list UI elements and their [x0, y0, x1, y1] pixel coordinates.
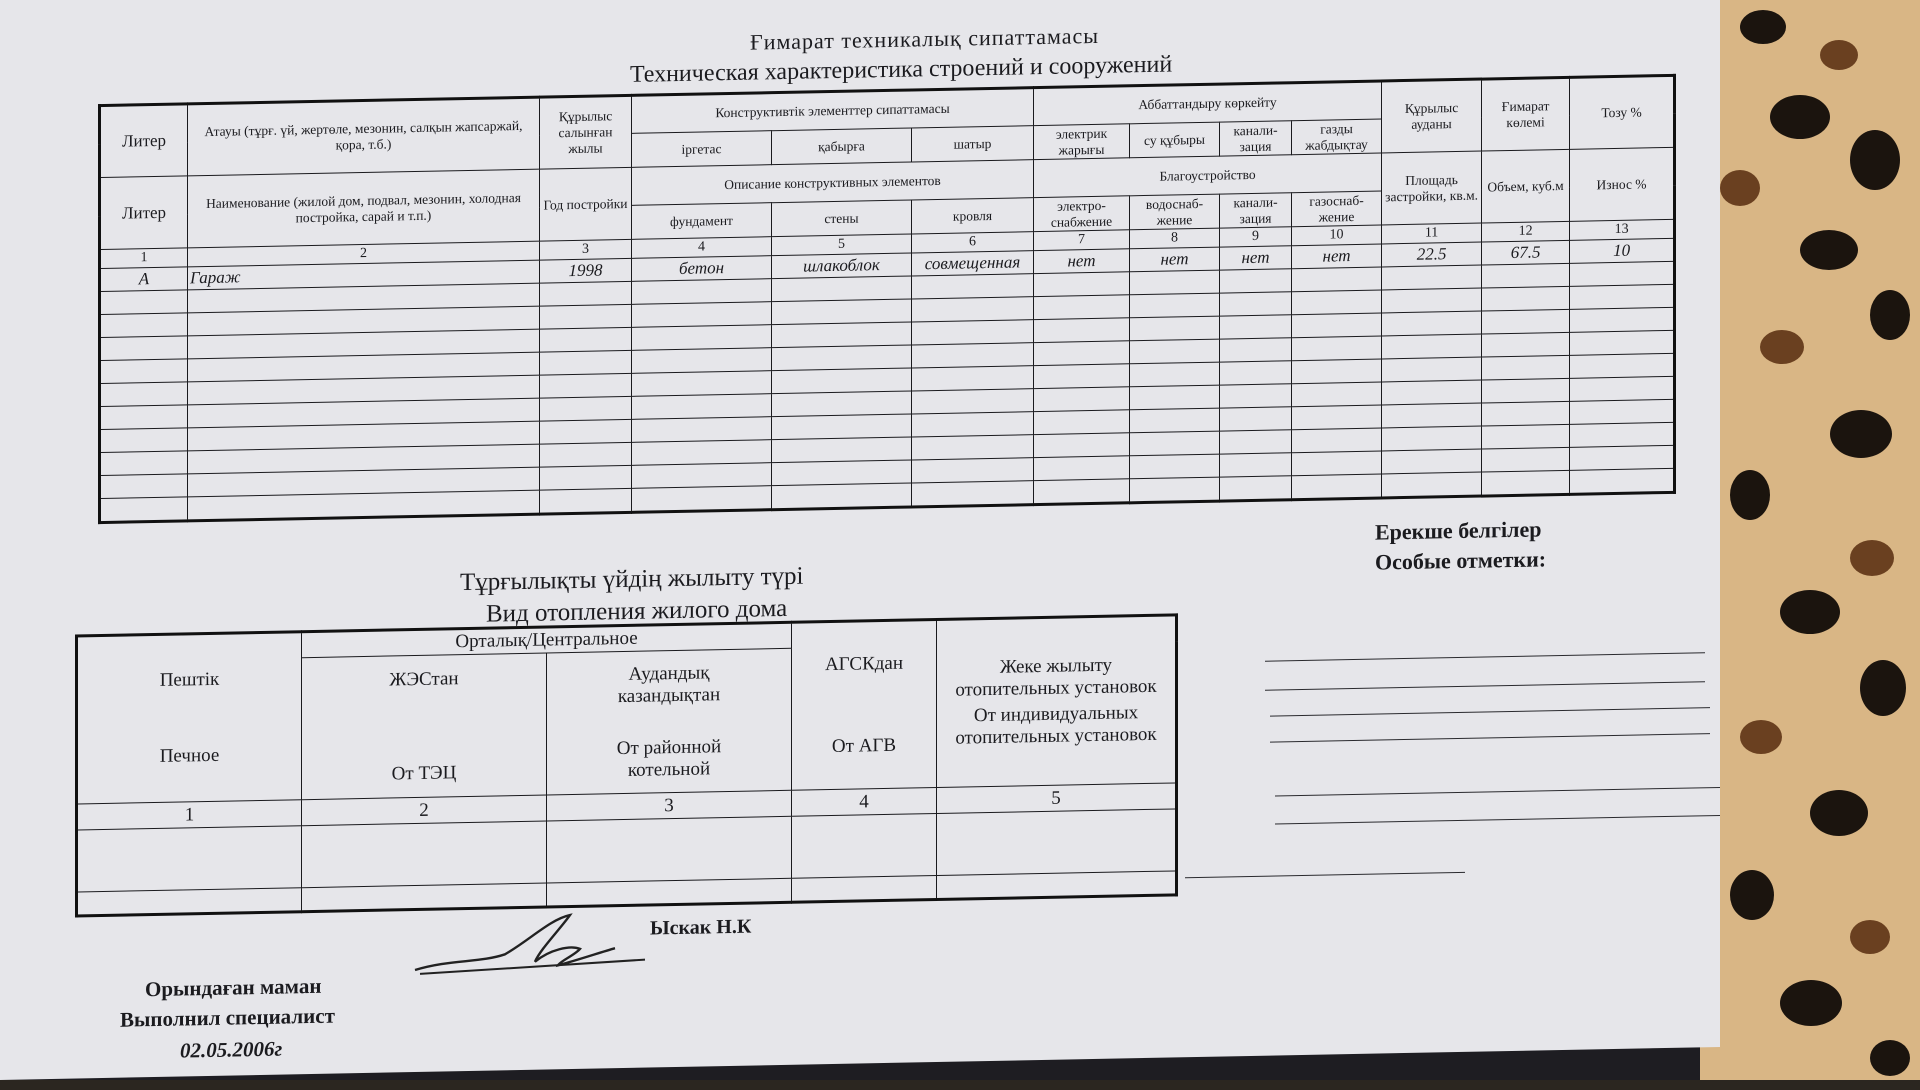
- cell-roof: совмещенная: [912, 251, 1034, 276]
- notes-line: [1265, 652, 1705, 661]
- header-foundation-ru: фундамент: [632, 203, 772, 240]
- header-walls-kz: қабырға: [772, 128, 912, 165]
- header-walls-ru: стены: [772, 200, 912, 237]
- notes-line: [1185, 872, 1465, 878]
- technical-characteristics-table: [98, 74, 1676, 524]
- cell-electric: нет: [1034, 249, 1130, 274]
- cell-wear: 10: [1570, 238, 1675, 263]
- col-number: 2: [188, 241, 540, 267]
- col-number: 4: [792, 788, 937, 817]
- col-number: 3: [540, 239, 632, 260]
- header-volume-kz: Ғимарат көлемі: [1482, 77, 1570, 151]
- cell-gas: нет: [1292, 244, 1382, 269]
- heating-agv-kz: АГСКдан: [824, 652, 904, 676]
- col-number: 13: [1570, 219, 1675, 240]
- cell-name: Гараж: [188, 260, 540, 290]
- col-number: 12: [1482, 221, 1570, 242]
- col-number: 8: [1130, 228, 1220, 249]
- heating-individual-cell: [937, 615, 1177, 788]
- col-number: 4: [632, 237, 772, 259]
- header-electric-kz: электрик жарығы: [1034, 124, 1130, 160]
- heating-tec-cell: [302, 653, 547, 800]
- header-wear-ru: Износ %: [1570, 147, 1675, 221]
- header-volume-ru: Объем, куб.м: [1482, 149, 1570, 223]
- document-date: 02.05.2006г: [180, 1036, 283, 1063]
- header-improvement-ru: Благоустройство: [1034, 153, 1382, 198]
- cell-liter: А: [100, 267, 188, 292]
- col-number: 10: [1292, 225, 1382, 246]
- notes-line: [1275, 815, 1720, 825]
- col-number: 2: [302, 795, 547, 826]
- heating-stove-kz: Пештік: [159, 668, 220, 691]
- cell-walls: шлакоблок: [772, 253, 912, 279]
- heating-tec-ru: От ТЭЦ: [391, 761, 457, 784]
- header-electric-ru: электро- снабжение: [1034, 196, 1130, 232]
- header-sewer-ru: канали- зация: [1220, 193, 1292, 228]
- header-name-ru: Наименование (жилой дом, подвал, мезонин, холодная постройка, сарай и т.п.): [188, 169, 540, 248]
- leopard-fabric-backdrop: [1700, 0, 1920, 1080]
- col-number: 5: [937, 783, 1177, 814]
- header-gas-kz: газды жабдықтау: [1292, 119, 1382, 155]
- header-area-ru: Площадь застройки, кв.м.: [1382, 151, 1482, 225]
- col-number: 3: [547, 790, 792, 821]
- header-liter-ru: Литер: [100, 176, 188, 250]
- col-number: 7: [1034, 230, 1130, 251]
- notes-line: [1265, 681, 1705, 690]
- signer-name: Ыскак Н.К: [650, 915, 752, 940]
- heating-individual-kz: Жеке жылыту отопительных установок: [955, 654, 1157, 701]
- heating-tec-kz: ЖЭСтан: [389, 667, 459, 691]
- heating-stove-ru: Печное: [159, 744, 220, 767]
- notes-line: [1275, 787, 1720, 797]
- header-year-kz: Құрылыс салынған жылы: [540, 95, 632, 169]
- heating-title-russian: Вид отопления жилого дома: [486, 594, 788, 628]
- heating-agv-ru: От АГВ: [831, 734, 897, 758]
- signature-mark: [410, 908, 650, 983]
- header-wear-kz: Тозу %: [1570, 75, 1675, 149]
- heating-boiler-kz: Аудандық казандықтан: [617, 661, 721, 707]
- header-constructive-ru: Описание конструктивных элементов: [632, 160, 1034, 206]
- header-name-kz: Атауы (тұрғ. үй, жертөле, мезонин, салқын жапсаржай, қора, т.б.): [188, 97, 540, 176]
- header-water-kz: су құбыры: [1130, 122, 1220, 158]
- cell-sewer: нет: [1220, 246, 1292, 270]
- header-sewer-kz: канали- зация: [1220, 121, 1292, 156]
- header-improvement-kz: Аббаттандыру көркейту: [1034, 81, 1382, 126]
- col-number: 1: [100, 248, 188, 269]
- heating-stove-cell: [77, 632, 302, 804]
- header-year-ru: Год постройки: [540, 167, 632, 241]
- heating-boiler-ru: От районной котельной: [616, 735, 722, 781]
- header-area-kz: Құрылыс ауданы: [1382, 79, 1482, 153]
- special-notes-russian: Особые отметки:: [1375, 546, 1547, 575]
- col-number: 11: [1382, 223, 1482, 244]
- header-roof-ru: кровля: [912, 198, 1034, 234]
- header-gas-ru: газоснаб- жение: [1292, 191, 1382, 227]
- cell-area: 22.5: [1382, 242, 1482, 267]
- header-foundation-kz: іргетас: [632, 131, 772, 168]
- heating-agv-cell: [792, 620, 937, 791]
- title-russian: Техническая характеристика строений и сооружений: [630, 51, 1173, 88]
- heating-type-table: [75, 613, 1178, 917]
- performed-by-kazakh: Орындаған маман: [145, 973, 322, 1002]
- header-water-ru: водоснаб- жение: [1130, 194, 1220, 230]
- col-number: 6: [912, 232, 1034, 253]
- header-liter-kz: Литер: [100, 104, 188, 178]
- performed-by-russian: Выполнил специалист: [120, 1003, 335, 1032]
- special-notes-kazakh: Ерекше белгілер: [1375, 516, 1542, 545]
- header-roof-kz: шатыр: [912, 126, 1034, 162]
- title-kazakh: Ғимарат техникалық сипаттамасы: [750, 22, 1100, 55]
- heating-boiler-cell: [547, 648, 792, 795]
- col-number: 5: [772, 234, 912, 256]
- heating-individual-ru: От индивидуальных отопительных установок: [955, 702, 1157, 749]
- cell-volume: 67.5: [1482, 240, 1570, 265]
- cell-water: нет: [1130, 247, 1220, 272]
- col-number: 9: [1220, 227, 1292, 247]
- notes-line: [1270, 733, 1710, 742]
- heating-central-header: Орталық/Центральное: [302, 622, 792, 657]
- cell-foundation: бетон: [632, 256, 772, 282]
- notes-line: [1270, 707, 1710, 716]
- cell-year: 1998: [540, 258, 632, 283]
- heating-title-kazakh: Тұрғылықты үйдің жылыту түрі: [460, 562, 804, 597]
- header-constructive-kz: Конструктивтік элементтер сипаттамасы: [632, 88, 1034, 134]
- col-number: 1: [77, 800, 302, 830]
